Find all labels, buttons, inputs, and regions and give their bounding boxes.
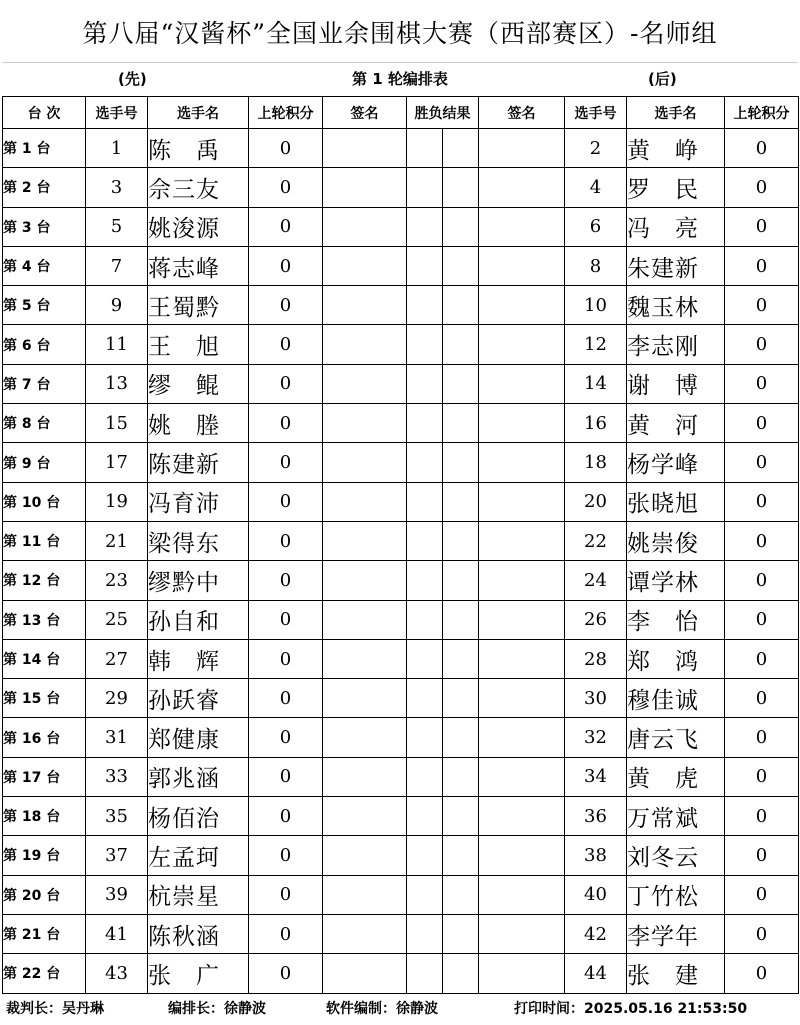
prev-score-black: 0 (249, 129, 323, 168)
signature-black (323, 836, 407, 875)
signature-white (479, 600, 565, 639)
prev-score-white: 0 (725, 679, 799, 718)
signature-black (323, 954, 407, 993)
player-name-white: 谭学林 (627, 561, 725, 600)
result-cell (407, 404, 479, 443)
prev-score-white: 0 (725, 718, 799, 757)
header-player-number: 选手号 (86, 97, 148, 129)
result-split (407, 876, 478, 914)
player-number-black: 13 (86, 364, 148, 403)
player-name-white: 黄 峥 (627, 129, 725, 168)
board-cell: 第 20 台 (3, 875, 86, 914)
signature-black (323, 364, 407, 403)
prev-score-white: 0 (725, 875, 799, 914)
result-split (407, 286, 478, 324)
prev-score-black: 0 (249, 639, 323, 678)
board-cell: 第 1 台 (3, 129, 86, 168)
board-cell: 第 21 台 (3, 914, 86, 953)
board-cell: 第 7 台 (3, 364, 86, 403)
title-divider (2, 62, 798, 63)
result-split (407, 443, 478, 481)
second-move-label: (后) (648, 70, 677, 88)
board-cell: 第 16 台 (3, 718, 86, 757)
result-split (407, 718, 478, 756)
signature-black (323, 561, 407, 600)
header-prev-score: 上轮积分 (249, 97, 323, 129)
player-name-white: 李志刚 (627, 325, 725, 364)
prev-score-white: 0 (725, 129, 799, 168)
signature-white (479, 718, 565, 757)
table-row (3, 325, 799, 364)
player-number-black: 3 (86, 168, 148, 207)
signature-black (323, 207, 407, 246)
prev-score-white: 0 (725, 836, 799, 875)
player-name-white: 黄 河 (627, 404, 725, 443)
prev-score-white: 0 (725, 914, 799, 953)
scheduler: 编排长：徐静波 (168, 1001, 266, 1017)
player-number-white: 4 (565, 168, 627, 207)
result-cell (407, 246, 479, 285)
signature-white (479, 561, 565, 600)
signature-black (323, 404, 407, 443)
round-title: 第 1 轮编排表 (352, 70, 448, 88)
result-cell (407, 325, 479, 364)
prev-score-white: 0 (725, 364, 799, 403)
player-number-black: 33 (86, 757, 148, 796)
signature-white (479, 443, 565, 482)
signature-white (479, 286, 565, 325)
player-name-white: 黄 虎 (627, 757, 725, 796)
signature-black (323, 482, 407, 521)
player-name-black: 陈秋涵 (148, 914, 249, 953)
result-split (407, 325, 478, 363)
player-number-black: 21 (86, 521, 148, 560)
signature-white (479, 364, 565, 403)
player-number-white: 2 (565, 129, 627, 168)
signature-white (479, 521, 565, 560)
player-number-black: 1 (86, 129, 148, 168)
result-split (407, 561, 478, 599)
prev-score-black: 0 (249, 836, 323, 875)
player-name-white: 李 怡 (627, 600, 725, 639)
prev-score-black: 0 (249, 600, 323, 639)
result-cell (407, 561, 479, 600)
player-name-white: 穆佳诚 (627, 679, 725, 718)
player-number-white: 38 (565, 836, 627, 875)
result-split (407, 483, 478, 521)
player-name-black: 孙自和 (148, 600, 249, 639)
player-name-black: 韩 辉 (148, 639, 249, 678)
player-name-black: 郑健康 (148, 718, 249, 757)
signature-black (323, 443, 407, 482)
prev-score-black: 0 (249, 168, 323, 207)
player-number-white: 14 (565, 364, 627, 403)
player-number-white: 8 (565, 246, 627, 285)
player-number-white: 44 (565, 954, 627, 993)
result-cell (407, 679, 479, 718)
player-name-white: 魏玉林 (627, 286, 725, 325)
signature-white (479, 757, 565, 796)
prev-score-black: 0 (249, 954, 323, 993)
signature-white (479, 914, 565, 953)
player-name-black: 陈 禹 (148, 129, 249, 168)
signature-white (479, 836, 565, 875)
result-split (407, 601, 478, 639)
player-number-white: 26 (565, 600, 627, 639)
prev-score-black: 0 (249, 679, 323, 718)
prev-score-black: 0 (249, 404, 323, 443)
prev-score-white: 0 (725, 404, 799, 443)
board-cell: 第 5 台 (3, 286, 86, 325)
table-row (3, 875, 799, 914)
board-cell: 第 4 台 (3, 246, 86, 285)
chief-referee: 裁判长：吴丹琳 (6, 1001, 104, 1017)
prev-score-white: 0 (725, 797, 799, 836)
player-number-white: 16 (565, 404, 627, 443)
result-cell (407, 797, 479, 836)
pairing-table (2, 96, 799, 994)
result-cell (407, 600, 479, 639)
player-number-white: 10 (565, 286, 627, 325)
player-name-black: 杨佰治 (148, 797, 249, 836)
prev-score-white: 0 (725, 561, 799, 600)
player-number-white: 40 (565, 875, 627, 914)
table-row (3, 443, 799, 482)
player-name-black: 左孟珂 (148, 836, 249, 875)
result-cell (407, 168, 479, 207)
header-signature: 签名 (479, 97, 565, 129)
player-name-white: 冯 亮 (627, 207, 725, 246)
table-row (3, 364, 799, 403)
player-name-white: 刘冬云 (627, 836, 725, 875)
table-row (3, 639, 799, 678)
player-number-white: 32 (565, 718, 627, 757)
table-row (3, 718, 799, 757)
table-row (3, 757, 799, 796)
signature-white (479, 129, 565, 168)
player-number-black: 7 (86, 246, 148, 285)
signature-black (323, 325, 407, 364)
board-cell: 第 3 台 (3, 207, 86, 246)
player-number-black: 11 (86, 325, 148, 364)
prev-score-black: 0 (249, 914, 323, 953)
result-split (407, 168, 478, 206)
player-number-black: 29 (86, 679, 148, 718)
signature-white (479, 679, 565, 718)
player-name-black: 姚浚源 (148, 207, 249, 246)
player-number-black: 9 (86, 286, 148, 325)
prev-score-black: 0 (249, 207, 323, 246)
player-number-white: 30 (565, 679, 627, 718)
player-number-black: 17 (86, 443, 148, 482)
prev-score-white: 0 (725, 325, 799, 364)
board-cell: 第 15 台 (3, 679, 86, 718)
signature-black (323, 797, 407, 836)
result-cell (407, 286, 479, 325)
player-name-black: 缪黔中 (148, 561, 249, 600)
board-cell: 第 9 台 (3, 443, 86, 482)
print-time: 打印时间：2025.05.16 21:53:50 (514, 1001, 748, 1017)
header-player-name: 选手名 (627, 97, 725, 129)
player-name-white: 张晓旭 (627, 482, 725, 521)
player-number-black: 35 (86, 797, 148, 836)
first-move-label: (先) (118, 70, 147, 88)
prev-score-white: 0 (725, 639, 799, 678)
header-player-name: 选手名 (148, 97, 249, 129)
player-name-black: 蒋志峰 (148, 246, 249, 285)
prev-score-white: 0 (725, 286, 799, 325)
signature-white (479, 797, 565, 836)
result-cell (407, 954, 479, 993)
result-cell (407, 443, 479, 482)
signature-black (323, 168, 407, 207)
player-number-black: 25 (86, 600, 148, 639)
player-name-black: 孙跃睿 (148, 679, 249, 718)
player-number-black: 39 (86, 875, 148, 914)
player-number-white: 12 (565, 325, 627, 364)
result-cell (407, 914, 479, 953)
player-name-white: 杨学峰 (627, 443, 725, 482)
table-row (3, 246, 799, 285)
player-number-white: 34 (565, 757, 627, 796)
player-name-white: 姚崇俊 (627, 521, 725, 560)
player-name-black: 姚 塍 (148, 404, 249, 443)
player-number-black: 23 (86, 561, 148, 600)
table-row (3, 404, 799, 443)
table-row (3, 482, 799, 521)
result-split (407, 758, 478, 796)
board-cell: 第 13 台 (3, 600, 86, 639)
signature-black (323, 246, 407, 285)
signature-black (323, 600, 407, 639)
prev-score-black: 0 (249, 443, 323, 482)
player-name-black: 张 广 (148, 954, 249, 993)
signature-black (323, 129, 407, 168)
board-cell: 第 11 台 (3, 521, 86, 560)
result-cell (407, 639, 479, 678)
board-cell: 第 22 台 (3, 954, 86, 993)
table-row (3, 207, 799, 246)
signature-white (479, 325, 565, 364)
table-row (3, 286, 799, 325)
player-name-white: 朱建新 (627, 246, 725, 285)
player-name-white: 罗 民 (627, 168, 725, 207)
header-player-number: 选手号 (565, 97, 627, 129)
player-name-black: 王蜀黔 (148, 286, 249, 325)
prev-score-white: 0 (725, 521, 799, 560)
result-split (407, 954, 478, 992)
board-cell: 第 6 台 (3, 325, 86, 364)
table-row (3, 679, 799, 718)
signature-black (323, 757, 407, 796)
header-signature: 签名 (323, 97, 407, 129)
signature-white (479, 207, 565, 246)
player-name-black: 冯育沛 (148, 482, 249, 521)
page-title: 第八届“汉酱杯”全国业余围棋大赛（西部赛区）-名师组 (82, 19, 718, 48)
signature-black (323, 639, 407, 678)
table-row (3, 129, 799, 168)
player-number-white: 24 (565, 561, 627, 600)
signature-black (323, 679, 407, 718)
player-name-black: 王 旭 (148, 325, 249, 364)
signature-black (323, 521, 407, 560)
result-cell (407, 207, 479, 246)
prev-score-white: 0 (725, 482, 799, 521)
prev-score-black: 0 (249, 286, 323, 325)
table-row (3, 561, 799, 600)
signature-white (479, 954, 565, 993)
result-split (407, 640, 478, 678)
signature-black (323, 875, 407, 914)
player-name-white: 张 建 (627, 954, 725, 993)
player-number-black: 5 (86, 207, 148, 246)
table-row (3, 914, 799, 953)
result-split (407, 247, 478, 285)
signature-white (479, 482, 565, 521)
board-cell: 第 19 台 (3, 836, 86, 875)
result-split (407, 129, 478, 167)
result-split (407, 915, 478, 953)
header-prev-score: 上轮积分 (725, 97, 799, 129)
board-cell: 第 12 台 (3, 561, 86, 600)
player-number-white: 18 (565, 443, 627, 482)
player-number-white: 28 (565, 639, 627, 678)
prev-score-black: 0 (249, 521, 323, 560)
signature-white (479, 404, 565, 443)
player-number-white: 20 (565, 482, 627, 521)
prev-score-white: 0 (725, 443, 799, 482)
prev-score-white: 0 (725, 207, 799, 246)
signature-white (479, 168, 565, 207)
prev-score-black: 0 (249, 718, 323, 757)
result-split (407, 797, 478, 835)
board-cell: 第 14 台 (3, 639, 86, 678)
table-row (3, 797, 799, 836)
player-number-black: 43 (86, 954, 148, 993)
result-cell (407, 875, 479, 914)
table-header-row (3, 97, 799, 129)
result-split (407, 836, 478, 874)
prev-score-white: 0 (725, 954, 799, 993)
board-cell: 第 18 台 (3, 797, 86, 836)
table-row (3, 168, 799, 207)
software-author: 软件编制：徐静波 (326, 1001, 438, 1017)
player-number-black: 15 (86, 404, 148, 443)
header-board: 台 次 (3, 97, 86, 129)
result-split (407, 679, 478, 717)
player-name-black: 佘三友 (148, 168, 249, 207)
prev-score-white: 0 (725, 168, 799, 207)
board-cell: 第 10 台 (3, 482, 86, 521)
header-result: 胜负结果 (407, 97, 479, 129)
board-cell: 第 2 台 (3, 168, 86, 207)
prev-score-black: 0 (249, 561, 323, 600)
table-row (3, 521, 799, 560)
player-name-white: 谢 博 (627, 364, 725, 403)
player-number-black: 19 (86, 482, 148, 521)
result-split (407, 522, 478, 560)
player-name-black: 陈建新 (148, 443, 249, 482)
board-cell: 第 17 台 (3, 757, 86, 796)
player-number-white: 6 (565, 207, 627, 246)
signature-white (479, 246, 565, 285)
player-number-black: 31 (86, 718, 148, 757)
prev-score-black: 0 (249, 797, 323, 836)
prev-score-black: 0 (249, 875, 323, 914)
table-row (3, 836, 799, 875)
signature-black (323, 286, 407, 325)
result-split (407, 208, 478, 246)
player-name-white: 李学年 (627, 914, 725, 953)
prev-score-black: 0 (249, 246, 323, 285)
prev-score-black: 0 (249, 482, 323, 521)
signature-white (479, 875, 565, 914)
prev-score-black: 0 (249, 364, 323, 403)
signature-black (323, 718, 407, 757)
player-number-white: 22 (565, 521, 627, 560)
player-number-black: 37 (86, 836, 148, 875)
player-number-black: 27 (86, 639, 148, 678)
player-name-black: 郭兆涵 (148, 757, 249, 796)
table-row (3, 954, 799, 993)
player-name-black: 杭崇星 (148, 875, 249, 914)
signature-white (479, 639, 565, 678)
player-number-white: 36 (565, 797, 627, 836)
player-name-white: 万常斌 (627, 797, 725, 836)
player-name-white: 丁竹松 (627, 875, 725, 914)
result-cell (407, 757, 479, 796)
result-split (407, 365, 478, 403)
player-name-black: 缪 鲲 (148, 364, 249, 403)
prev-score-white: 0 (725, 757, 799, 796)
result-cell (407, 521, 479, 560)
table-row (3, 600, 799, 639)
result-cell (407, 129, 479, 168)
signature-black (323, 914, 407, 953)
prev-score-white: 0 (725, 600, 799, 639)
result-cell (407, 718, 479, 757)
prev-score-black: 0 (249, 757, 323, 796)
board-cell: 第 8 台 (3, 404, 86, 443)
player-name-black: 梁得东 (148, 521, 249, 560)
player-number-black: 41 (86, 914, 148, 953)
result-cell (407, 364, 479, 403)
player-name-white: 郑 鸿 (627, 639, 725, 678)
player-name-white: 唐云飞 (627, 718, 725, 757)
result-split (407, 404, 478, 442)
player-number-white: 42 (565, 914, 627, 953)
result-cell (407, 836, 479, 875)
prev-score-white: 0 (725, 246, 799, 285)
result-cell (407, 482, 479, 521)
prev-score-black: 0 (249, 325, 323, 364)
